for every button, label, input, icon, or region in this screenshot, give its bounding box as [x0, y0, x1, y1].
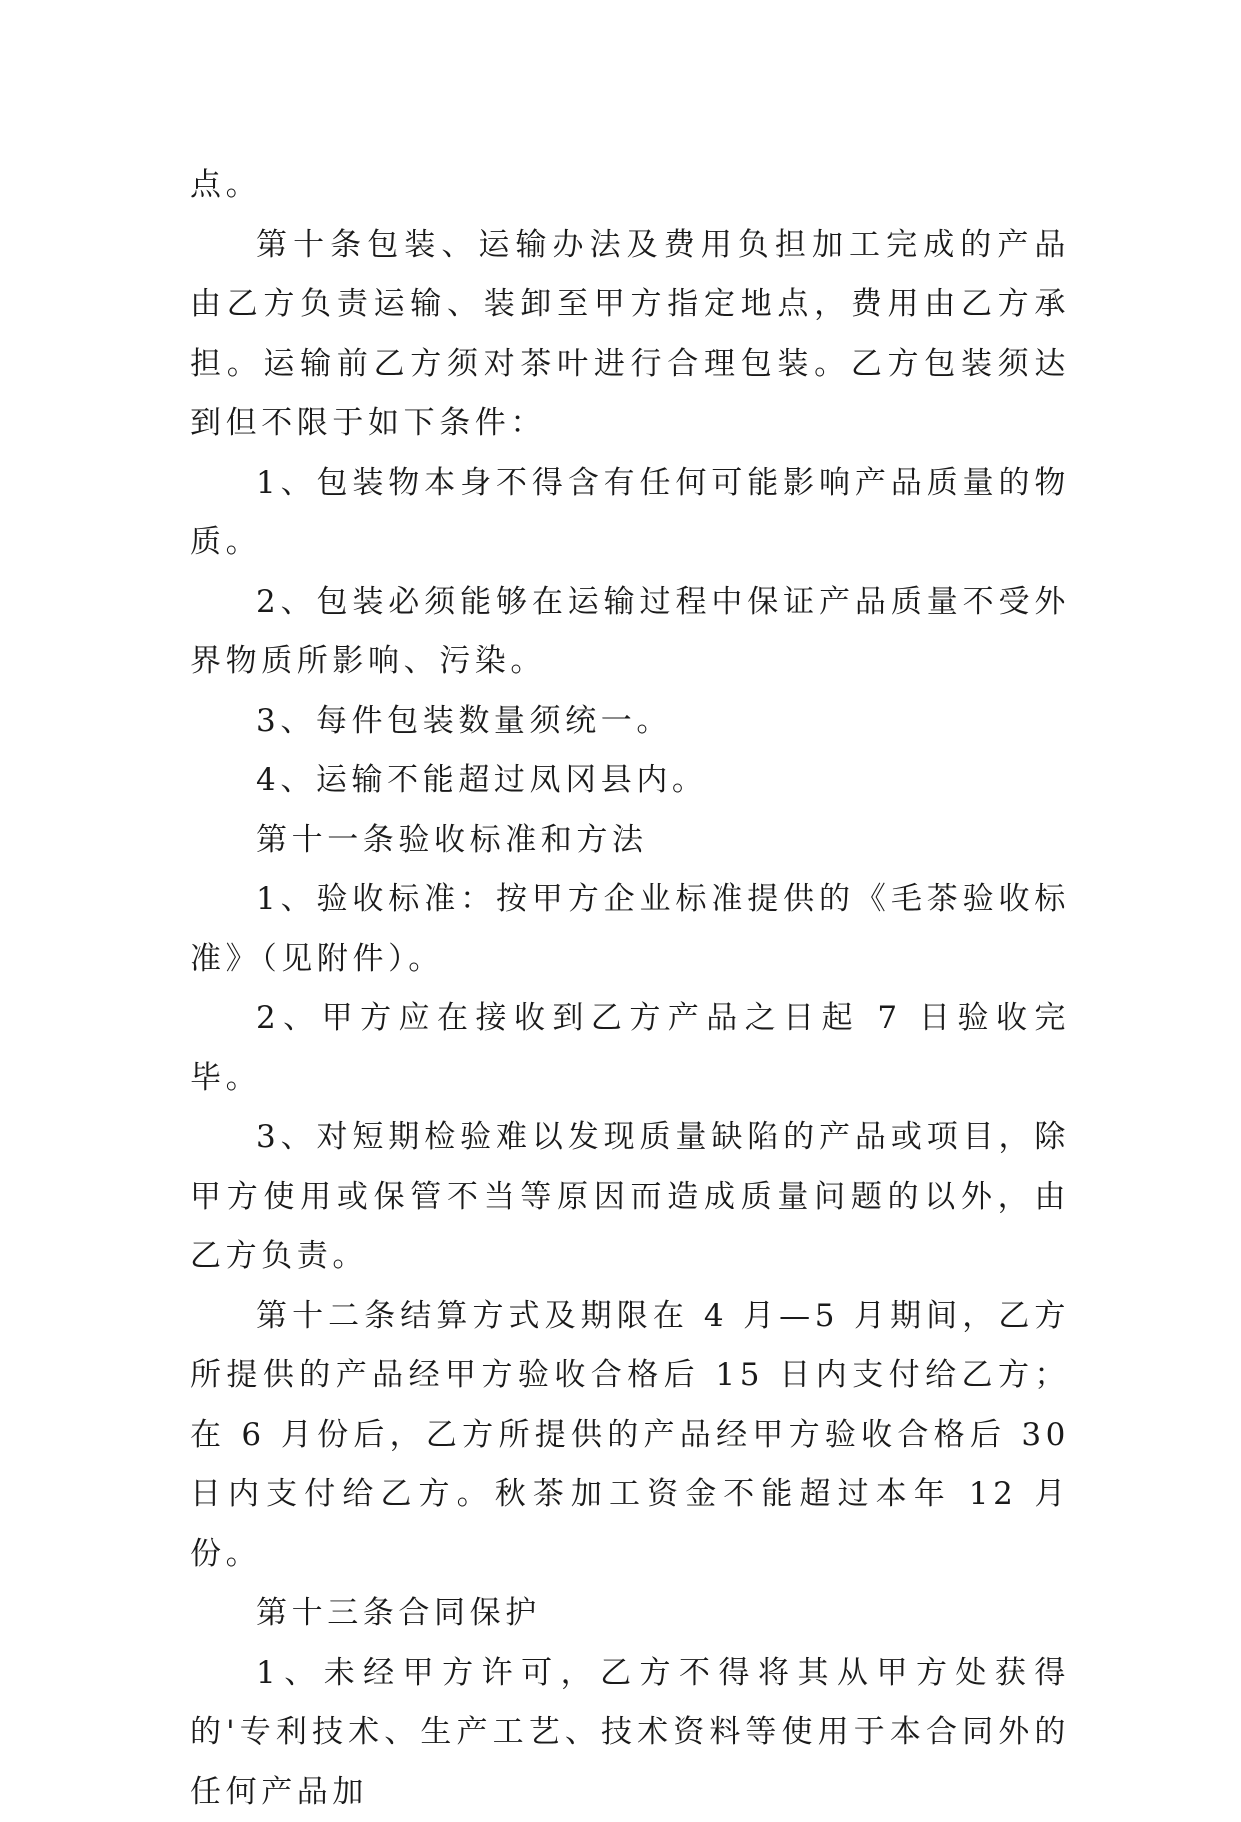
- paragraph-8: 1、验收标准：按甲方企业标准提供的《毛茶验收标准》（见附件）。: [190, 870, 1070, 989]
- paragraph-13: 1、未经甲方许可，乙方不得将其从甲方处获得的'专利技术、生产工艺、技术资料等使用于本合同外的任何产品加: [190, 1644, 1070, 1822]
- paragraph-10: 3、对短期检验难以发现质量缺陷的产品或项目，除甲方使用或保管不当等原因而造成质量问题的以外，由乙方负责。: [190, 1108, 1070, 1287]
- paragraph-11: 第十二条结算方式及期限在 4 月—5 月期间，乙方所提供的产品经甲方验收合格后 15 日内支付给乙方；在 6 月份后，乙方所提供的产品经甲方验收合格后 30 日内支付给乙方。秋茶加工资金不能超过本年 12 月份。: [190, 1287, 1070, 1585]
- paragraph-9: 2、甲方应在接收到乙方产品之日起 7 日验收完毕。: [190, 989, 1070, 1108]
- paragraph-12: 第十三条合同保护: [190, 1584, 1070, 1644]
- paragraph-4: 2、包装必须能够在运输过程中保证产品质量不受外界物质所影响、污染。: [190, 573, 1070, 692]
- paragraph-5: 3、每件包装数量须统一。: [190, 692, 1070, 752]
- paragraph-7: 第十一条验收标准和方法: [190, 811, 1070, 871]
- paragraph-3: 1、包装物本身不得含有任何可能影响产品质量的物质。: [190, 454, 1070, 573]
- paragraph-6: 4、运输不能超过凤冈县内。: [190, 751, 1070, 811]
- document-body: [190, 156, 1070, 1822]
- paragraph-1: 点。: [190, 156, 1070, 216]
- paragraph-2: 第十条包装、运输办法及费用负担加工完成的产品由乙方负责运输、装卸至甲方指定地点，费用由乙方承担。运输前乙方须对茶叶进行合理包装。乙方包装须达到但不限于如下条件：: [190, 216, 1070, 454]
